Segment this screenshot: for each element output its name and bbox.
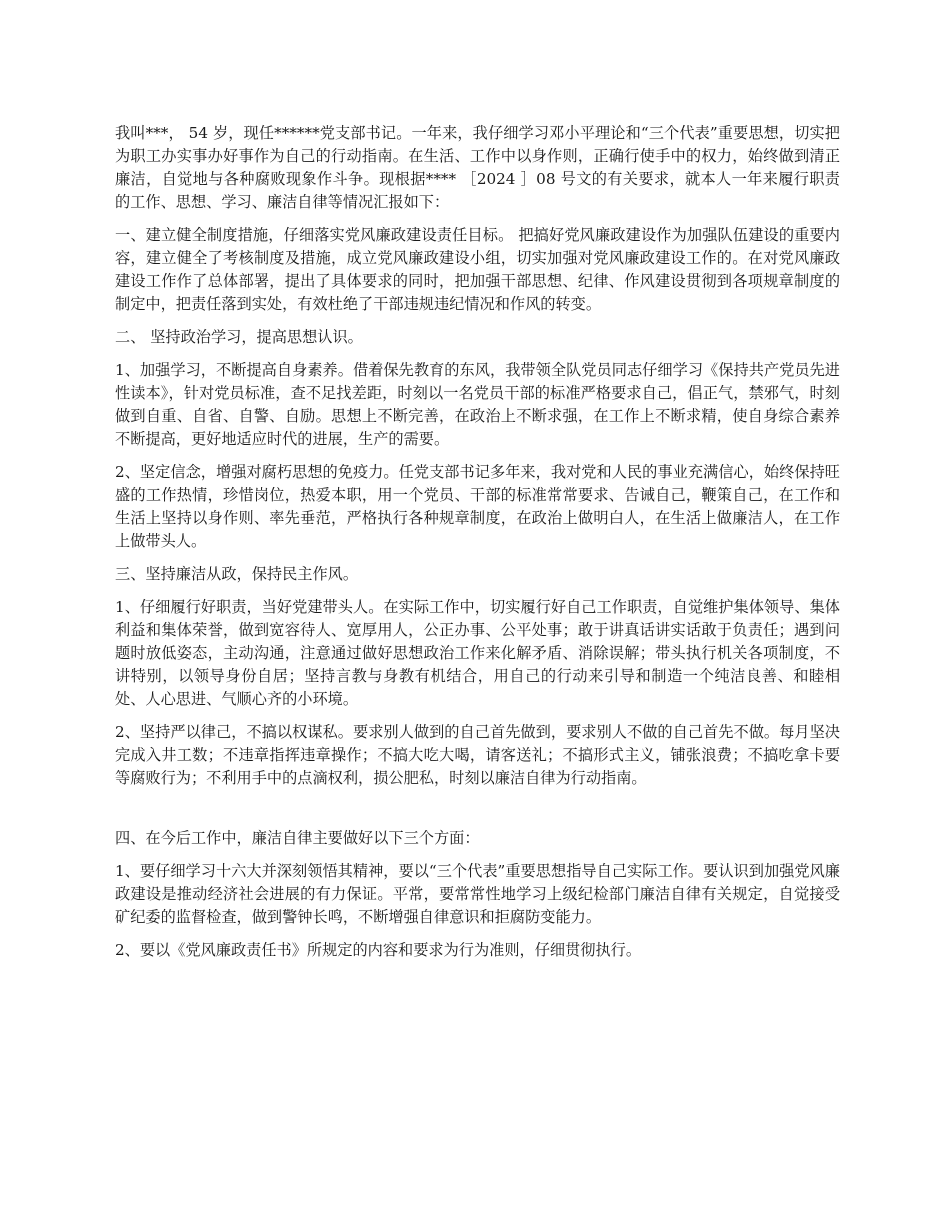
section-two-heading: 二、 坚持政治学习，提高思想认识。 xyxy=(115,328,363,346)
section-four-item-1: 1、要仔细学习十六大并深刻领悟其精神，要以“三个代表”重要思想指导自己实际工作。要认识到加强党风廉政建设是推动经济社会进展的有力保证。平常，要常常性地学习上级纪检部门廉洁自律有关规定，自觉接受矿纪委的监督检查，做到警钟长鸣，不断增强自律意识和拒腐防变能力。 xyxy=(115,862,840,926)
intro-paragraph: 我叫***， 54 岁，现任******党支部书记。一年来，我仔细学习邓小平理论和“三个代表”重要思想，切实把为职工办实事办好事作为自己的行动指南。在生活、工作中以身作则，正确行使手中的权力，始终做到清正廉洁，自觉地与各种腐败现象作斗争。现根据**** ［2024 ］08 号文的有关要求，就本人一年来履行职责的工作、思想、学习、廉洁自律等情况汇报如下： xyxy=(115,124,840,211)
section-four-heading: 四、在今后工作中，廉洁自律主要做好以下三个方面： xyxy=(115,829,480,847)
section-three-heading: 三、坚持廉洁从政，保持民主作风。 xyxy=(115,565,358,583)
section-three-item-2: 2、坚持严以律己，不搞以权谋私。要求别人做到的自己首先做到，要求别人不做的自己首先不做。每月坚决完成入井工数；不违章指挥违章操作；不搞大吃大喝，请客送礼；不搞形式主义，铺张浪费；不搞吃拿卡要等腐败行为；不利用手中的点滴权利，损公肥私，时刻以廉洁自律为行动指南。 xyxy=(115,723,840,787)
section-one-paragraph: 一、建立健全制度措施，仔细落实党风廉政建设责任目标。 把搞好党风廉政建设作为加强队伍建设的重要内容，建立健全了考核制度及措施，成立党风廉政建设小组，切实加强对党风廉政建设工作的。在对党风廉政建设工作作了总体部署，提出了具体要求的同时，把加强干部思想、纪律、作风建设贯彻到各项规章制度的制定中，把责任落到实处，有效杜绝了干部违规违纪情况和作风的转变。 xyxy=(115,226,840,313)
document-body xyxy=(115,122,840,972)
section-three-item-1: 1、仔细履行好职责，当好党建带头人。在实际工作中，切实履行好自己工作职责，自觉维护集体领导、集体利益和集体荣誉，做到宽容待人、宽厚用人，公正办事、公平处事；敢于讲真话讲实话敢于负责任；遇到问题时放低姿态，主动沟通，注意通过做好思想政治工作来化解矛盾、消除误解；带头执行机关各项制度，不讲特别，以领导身份自居；坚持言教与身教有机结合，用自己的行动来引导和制造一个纯洁良善、和睦相处、人心思进、气顺心齐的小环境。 xyxy=(115,598,840,708)
section-two-item-1: 1、加强学习，不断提高自身素养。借着保先教育的东风，我带领全队党员同志仔细学习《保持共产党员先进性读本》，针对党员标准，查不足找差距，时刻以一名党员干部的标准严格要求自己，倡正气，禁邪气，时刻做到自重、自省、自警、自励。思想上不断完善，在政治上不断求强，在工作上不断求精，使自身综合素养不断提高，更好地适应时代的进展，生产的需要。 xyxy=(115,361,840,448)
section-two-item-2: 2、坚定信念，增强对腐朽思想的免疫力。任党支部书记多年来，我对党和人民的事业充满信心，始终保持旺盛的工作热情，珍惜岗位，热爱本职，用一个党员、干部的标准常常要求、告诫自己，鞭策自己，在工作和生活上坚持以身作则、率先垂范，严格执行各种规章制度，在政治上做明白人，在生活上做廉洁人，在工作上做带头人。 xyxy=(115,463,840,550)
section-four-item-2: 2、要以《党风廉政责任书》所规定的内容和要求为行为准则，仔细贯彻执行。 xyxy=(115,941,642,959)
